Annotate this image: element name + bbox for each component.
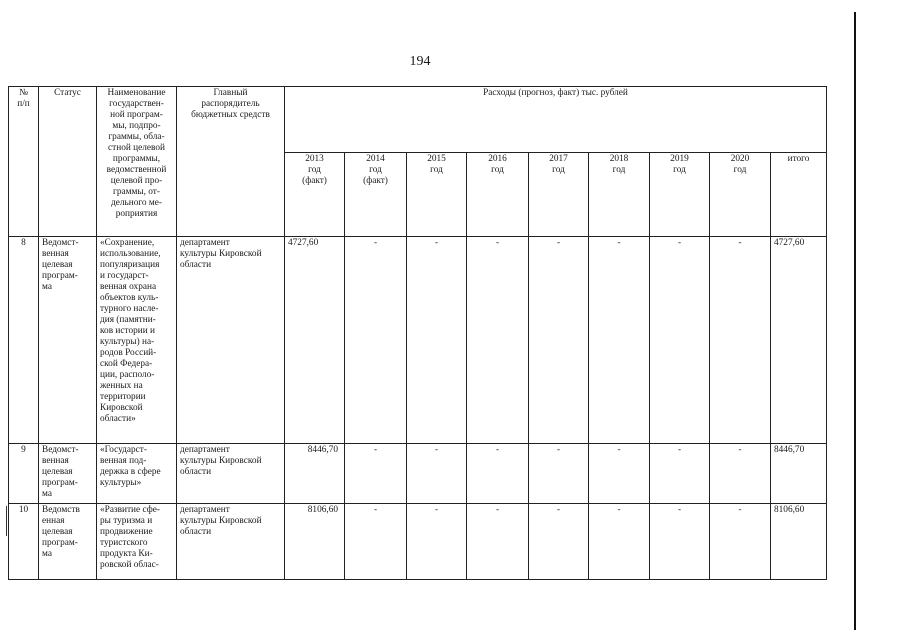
row-name: «Сохранение, использование, популяризация и государст- венная охрана объектов куль- турного насле- дия (памятни- ков истории и культуры) на- родов Россий- ской Федера- ции, располо- женных на территории Кировской области» <box>97 237 177 444</box>
row-value-2019: - <box>650 237 710 444</box>
row-value-total: 4727,60 <box>771 237 827 444</box>
header-year-2013: 2013 год (факт) <box>285 153 345 237</box>
row-value-2015: - <box>407 504 467 580</box>
row-executor: департамент культуры Кировской области <box>177 237 285 444</box>
row-name: «Развитие сфе- ры туризма и продвижение туристского продукта Ки- ровской облас- <box>97 504 177 580</box>
header-name: Наименование государствен- ной програм- мы, подпро- граммы, обла- стной целевой программы, ведомственной целевой про- граммы, от- дельного ме- роприятия <box>97 87 177 237</box>
row-value-2019: - <box>650 444 710 504</box>
row-status: Ведомст- венная целевая програм- ма <box>39 237 97 444</box>
row-value-2019: - <box>650 504 710 580</box>
row-value-2018: - <box>589 237 650 444</box>
row-value-2020: - <box>710 237 771 444</box>
row-value-2020: - <box>710 444 771 504</box>
header-year-2017: 2017 год <box>529 153 589 237</box>
row-name: «Государст- венная под- держка в сфере культуры» <box>97 444 177 504</box>
page-edge-line <box>854 12 856 630</box>
header-year-2014: 2014 год (факт) <box>345 153 407 237</box>
row-num: 9 <box>9 444 39 504</box>
row-value-total: 8446,70 <box>771 444 827 504</box>
header-year-2016: 2016 год <box>467 153 529 237</box>
header-year-2015: 2015 год <box>407 153 467 237</box>
row-value-2016: - <box>467 237 529 444</box>
row-value-2018: - <box>589 504 650 580</box>
header-executor: Главный распорядитель бюджетных средств <box>177 87 285 237</box>
header-year-2020: 2020 год <box>710 153 771 237</box>
row-executor: департамент культуры Кировской области <box>177 444 285 504</box>
row-num: 10 <box>9 504 39 580</box>
row-value-2013: 4727,60 <box>285 237 345 444</box>
row-value-2013: 8106,60 <box>285 504 345 580</box>
row-value-2015: - <box>407 444 467 504</box>
table-row <box>9 504 827 580</box>
row-status: Ведомст- венная целевая програм- ма <box>39 444 97 504</box>
table-row <box>9 237 827 444</box>
header-year-2018: 2018 год <box>589 153 650 237</box>
row-value-2014: - <box>345 504 407 580</box>
row-value-2014: - <box>345 444 407 504</box>
row-status: Ведомств енная целевая програм- ма <box>39 504 97 580</box>
table-row <box>9 444 827 504</box>
budget-table <box>8 86 827 580</box>
header-row-top <box>9 87 827 153</box>
row-value-2017: - <box>529 444 589 504</box>
row-value-2017: - <box>529 504 589 580</box>
header-expenses: Расходы (прогноз, факт) тыс. рублей <box>285 87 827 153</box>
row-value-total: 8106,60 <box>771 504 827 580</box>
header-total: итого <box>771 153 827 237</box>
row-value-2016: - <box>467 504 529 580</box>
row-value-2014: - <box>345 237 407 444</box>
row-value-2016: - <box>467 444 529 504</box>
header-status: Статус <box>39 87 97 237</box>
page-number: 194 <box>409 54 431 69</box>
margin-mark <box>6 506 7 536</box>
header-num: № п/п <box>9 87 39 237</box>
row-num: 8 <box>9 237 39 444</box>
row-value-2013: 8446,70 <box>285 444 345 504</box>
row-value-2015: - <box>407 237 467 444</box>
header-year-2019: 2019 год <box>650 153 710 237</box>
row-value-2018: - <box>589 444 650 504</box>
row-executor: департамент культуры Кировской области <box>177 504 285 580</box>
row-value-2017: - <box>529 237 589 444</box>
row-value-2020: - <box>710 504 771 580</box>
